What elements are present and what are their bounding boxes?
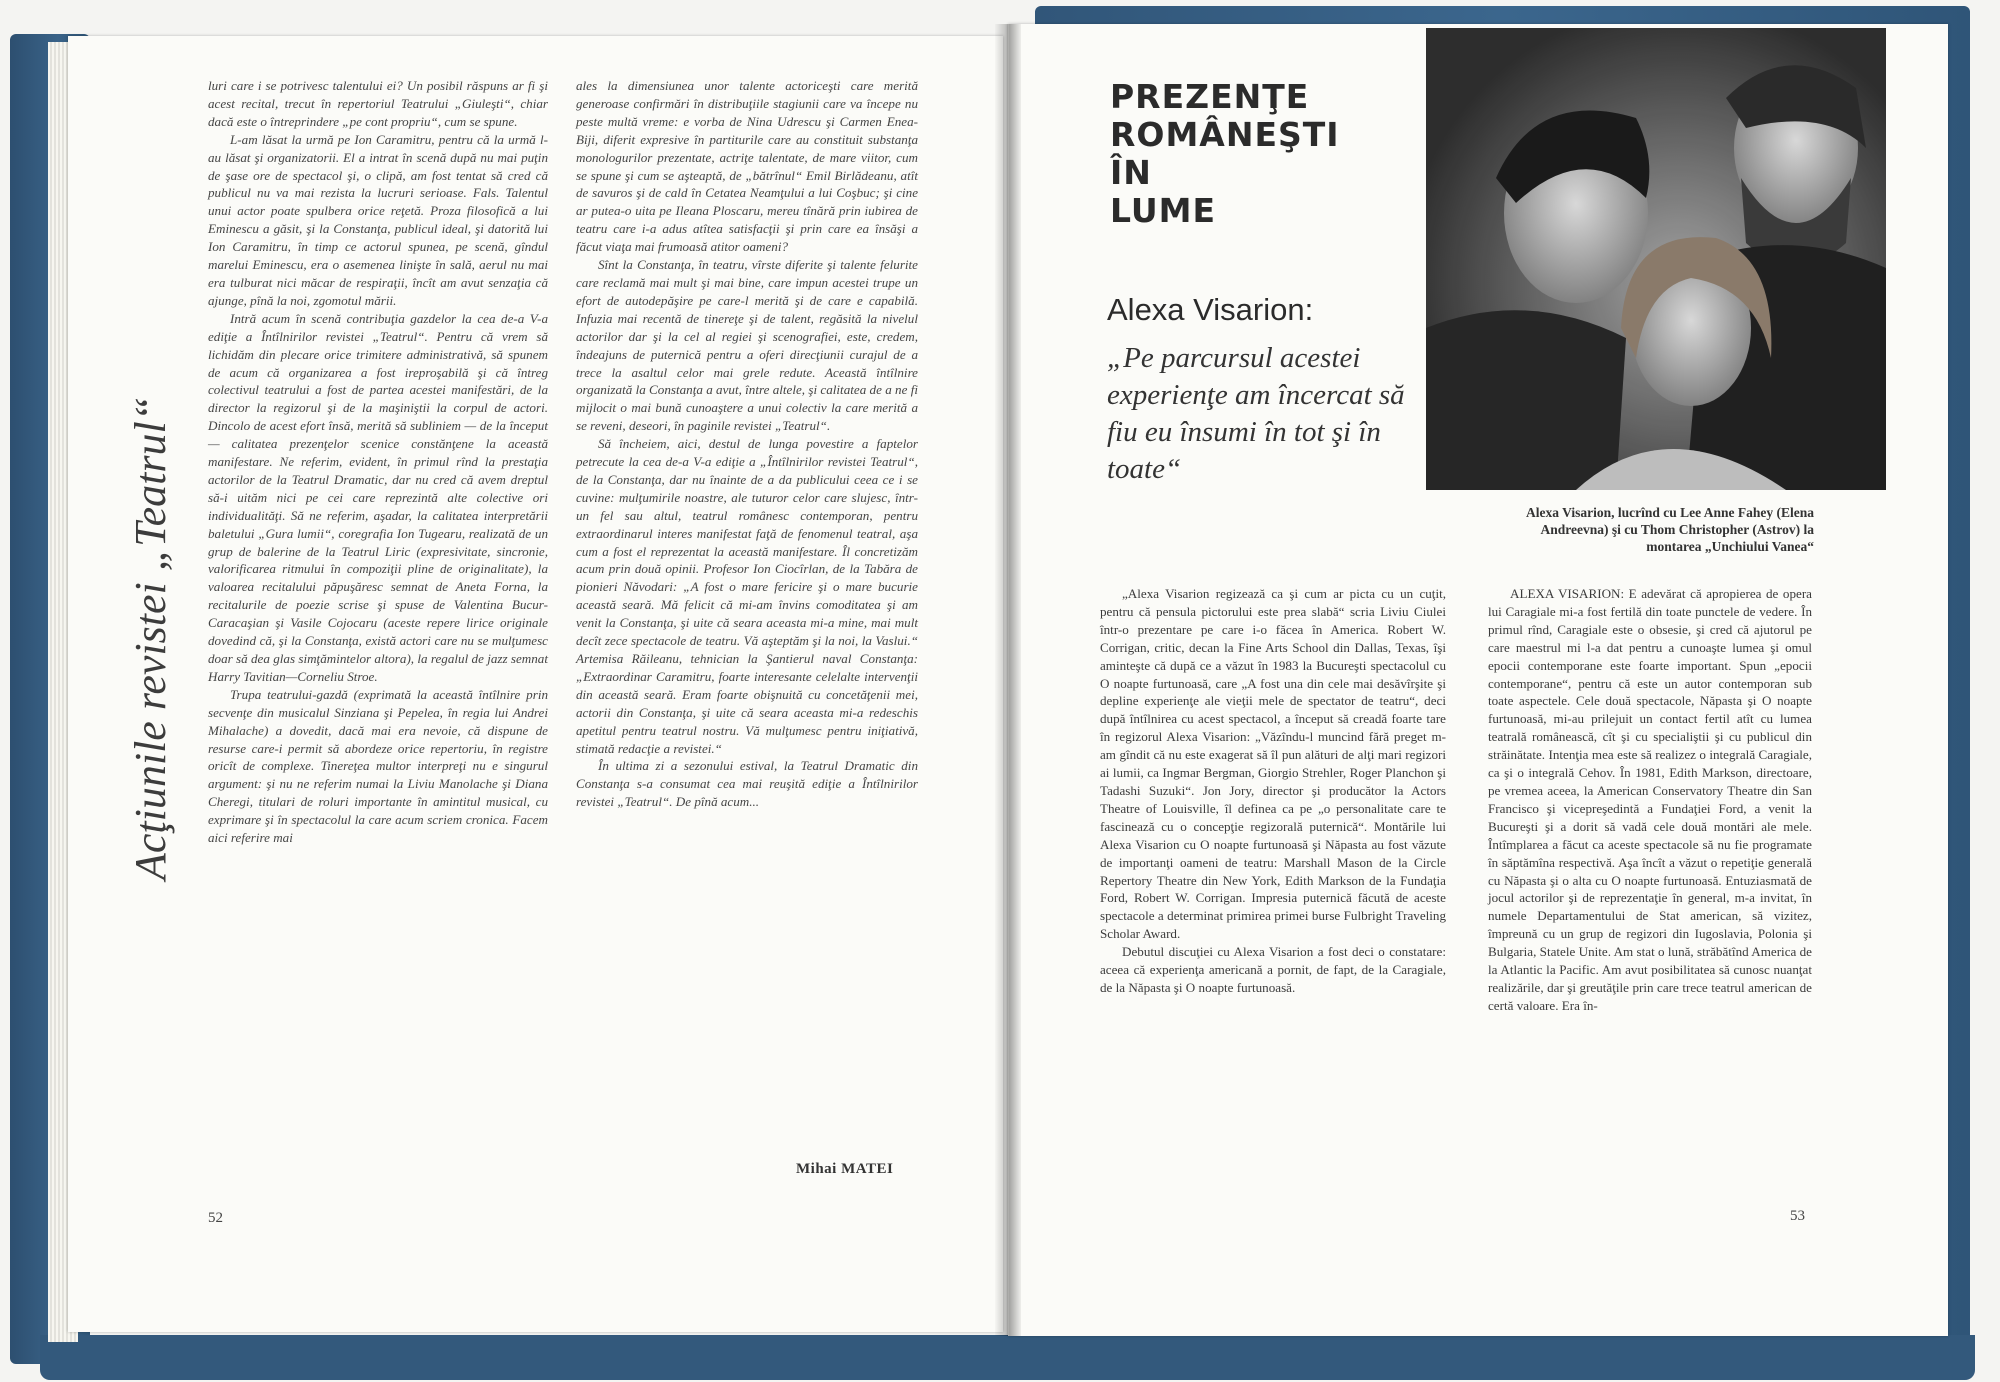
paragraph: Debutul discuţiei cu Alexa Visarion a fost deci o constatare: aceea că experienţa americană a pornit, de fapt, de la Caragiale, de la Năpasta şi O noapte furtunoasă.	[1100, 944, 1446, 995]
interviewee-name: Alexa Visarion:	[1107, 292, 1314, 327]
paragraph: luri care i se potrivesc talentului ei? Un posibil răspuns ar fi şi acest recital, trecut în repertoriul Teatrului „Giuleşti“, chiar dacă este o întreprindere „pe cont propriu“, cum se spune.	[208, 78, 548, 129]
book-gutter	[995, 24, 1021, 1336]
left-column-2	[576, 77, 918, 811]
left-column-1	[208, 77, 548, 847]
paragraph: ales la dimensiunea unor talente actoriceşti care merită generoase confirmări în distribuţiile stagiunii care va începe nu peste multă vreme: e vorba de Nina Udrescu şi Carmen Enea-Biji, diferit expresive în partiturile care au constituit substanţa monologurilor prezentate, actriţe talentate, de mare viitor, cum se spune şi cum se aşteaptă, de „bătrînul“ Emil Birlădeanu, atît de savuros şi de cald în Cetatea Neamţului a lui Coşbuc; şi cine ar putea-o uita pe Ileana Ploscaru, mereu tînără prin iubirea de teatru care i-a adus atîtea satisfacţii şi prin care ea însăşi a făcut viaţa mai frumoasă atitor oameni?	[576, 78, 918, 255]
headline-line: PREZENŢE	[1110, 77, 1310, 116]
author-signature: Mihai MATEI	[796, 1161, 894, 1177]
right-column-2	[1488, 585, 1812, 1015]
article-photo	[1426, 28, 1886, 490]
photo-illustration	[1426, 28, 1886, 490]
paragraph: „Alexa Visarion regizează ca şi cum ar picta cu un cuţit, pentru că pensula pictorului este prea slabă“ scria Liviu Ciulei într-o prezentare pe care i-o făcea în America. Robert W. Corrigan, critic, decan la Fine Arts School din Dallas, Texas, îşi aminteşte că după ce a văzut în 1983 la Bucureşti spectacolul cu O noapte furtunoasă, care „A fost una din cele mai desăvîrşite şi depline experienţe ale vieţii mele de spectator de teatru“, deci după întîlnirea cu acest spectacol, a început să creadă foarte tare în regizorul Alexa Visarion: „Văzîndu-l muncind fără preget m-am gîndit că nu este exagerat să îl pun alături de alţi mari regizori ai lumii, ca Ingmar Bergman, Giorgio Strehler, Roger Planchon şi Tadashi Suzuki“. Jon Jory, director şi producător la Actors Theatre of Louisville, îl defineа ca pe „o personalitate care te fascinează cu o concepţie regizorală puternică“. Montările lui Alexa Visarion cu O noapte furtunoasă şi Năpasta au fost văzute de importanţi oameni de teatru: Marshall Mason de la Circle Repertory Theatre din New York, Edith Markson de la Fundaţia Ford, Robert W. Corrigan. Impresia puternică făcută de aceste spectacole a determinat primirea primei burse Fulbright Traveling Scholar Award.	[1100, 586, 1446, 942]
book-cover-bottom	[40, 1335, 1975, 1380]
paragraph: Intră acum în scenă contribuţia gazdelor la cea de-a V-a ediţie a Întîlnirilor revistei „Teatrul“. Pentru că vrem să lichidăm din plecare orice trimitere administrativă, să spunem de acum că organizarea a fost ireproşabilă şi că întreg colectivul teatrului a fost de partea acestei manifestări, de la director la regizorul şi de la maşiniştii la corpul de actori. Dincolo de acest efort însă, merită să subliniem — de la început — calitatea prezenţelor scenice constănţene la această manifestare. Ne referim, evident, în primul rînd la prestaţia actorilor de la Teatrul Dramatic, dar nu cred că avem dreptul să-i uităm nici pe cei care reprezintă alte colective ori individualităţi. Să ne referim, aşadar, la calitatea interpretării baletului „Gura lumii“, coregrafia Ion Tugearu, realizată de un grup de balerine de la Teatrul Liric (expresivitate, sincronie, valorificarea ritmului în compoziţii pline de originalitate), la valoarea recitalului păpuşăresc semnat de Aneta Forna, la recitalurile de poezie scrise şi spuse de Valentina Bucur-Caracaşian şi Vasile Cojocaru (aceste repere lirice originale dovedind că, şi la Constanţa, există actori care nu se mulţumesc doar să dea glas simţămintelor altora), la regalul de jazz semnat Harry Tavitian—Corneliu Stroe.	[208, 310, 548, 684]
headline-line: ÎN	[1110, 153, 1152, 192]
vertical-section-title: Acţiunile revistei „Teatrul“	[126, 396, 175, 880]
page-number-left: 52	[208, 1210, 223, 1226]
paragraph: În ultima zi a sezonului estival, la Teatrul Dramatic din Constanţa s-a consumat cea mai reuşită ediţie a Întîlnirilor revistei „Teatrul“. De pînă acum...	[576, 758, 918, 810]
paragraph: L-am lăsat la urmă pe Ion Caramitru, pentru că la urmă l-au lăsat şi organizatorii. El a intrat în scenă după nu mai puţin de şase ore de spectacol şi, o clipă, am fost tentat să cred că publicul nu va mai rezista la lucruri serioase. Fals. Talentul unui actor poate spulbera orice reţetă. Proza filosofică a lui Eminescu a găsit, şi la Constanţa, publicul ideal, şi datorită lui Ion Caramitru, în timp ce actorul spunea, pe scenă, gîndul marelui Eminescu, era o asemenea linişte în sală, aerul nu mai era tulburat nici măcar de respiraţii, încît am avut senzaţia că ajunge, pînă la noi, zgomotul mării.	[208, 131, 548, 308]
paragraph: ALEXA VISARION: E adevărat că apropierea de opera lui Caragiale mi-a fost fertilă din toate punctele de vedere. În primul rînd, Caragiale este o obsesie, şi cred că ajutorul pe care maestrul mi l-a dat pentru a cunoaşte lumea şi omul epocii contemporane este foarte important. Spun „epocii contemporane“, pentru că este un autor contemporan sub toate aspectele. Cele două spectacole, Năpasta şi O noapte furtunoasă, mi-au prilejuit un contact fertil atît cu lumea teatrală românească, cît şi cu specialiştii şi cu publicul din străinătate. Intenţia mea este să realizez o integrală Caragiale, ca şi o integrală Cehov. În 1981, Edith Markson, directoare, pe vremea aceea, la American Conservatory Theatre din San Francisco şi vicepreşedintă a Fundaţiei Ford, a venit la Bucureşti şi a dorit să vadă cele două montări ale mele. Întîmplarea a făcut ca aceste spectacole să nu fie programate în săptămîna respectivă. Aşa încît a văzut o repetiţie generală cu Năpasta şi o alta cu O noapte furtunoasă. Entuziasmată de jocul actorilor şi de reprezentaţie în general, m-a invitat, în numele Departamentului de Stat american, să vizitez, împreună cu un grup de regizori din Iugoslavia, Polonia şi Bulgaria, Statele Unite. Am stat o lună, străbătînd America de la Atlantic la Pacific. Am avut posibilitatea să cunosc nuanţat realizările, dar şi greutăţile prin care trece teatrul american de certă valoare. Era în-	[1488, 586, 1812, 1013]
paragraph: Trupa teatrului-gazdă (exprimată la această întîlnire prin secvenţe din musicalul Sinziana şi Pepelea, în regia lui Andrei Mihalache) a dovedit, dacă mai era nevoie, că dispune de resurse care-i permit să abordeze orice repertoriu, în registre oricît de complexe. Tinereţea multor interpreţi nu e singurul argument: şi nu ne referim numai la Liviu Manolache şi Diana Cheregi, titulari de roluri importante în amintitul musical, cu exprimare şi în spectacolul la care acum scriem cronica. Facem aici referire mai	[208, 686, 548, 846]
right-column-1	[1100, 585, 1446, 997]
paragraph: Sînt la Constanţa, în teatru, vîrste diferite şi talente felurite care reclamă mai mult şi mai bine, care impun acestei trupe un efort de autodepăşire pe care-l merită şi de care e capabilă. Infuzia mai recentă de tinereţe şi de talent, regăsită la nivelul actorilor dar şi la cel al regiei şi scenografiei, este, credem, îndeajuns de puternică pentru a oferi direcţiunii curajul de a trece la asaltul celor mai grele redute. Această întîlnire organizată la Constanţa a avut, între altele, şi calitatea de a ne fi mijlocit o mai bună cunoaştere a unui colectiv la care merită a se reveni, deseori, în paginile revistei „Teatrul“.	[576, 257, 918, 434]
headline-line: ROMÂNEŞTI	[1110, 115, 1340, 154]
pull-quote: „Pe parcursul acestei experienţe am încercat să fiu eu însumi în tot şi în toate“	[1107, 342, 1405, 485]
headline-line: LUME	[1110, 191, 1217, 230]
article-headline	[1110, 78, 1340, 230]
photo-caption: Alexa Visarion, lucrînd cu Lee Anne Fahey (Elena Andreevna) şi cu Thom Christopher (Astrov) la montarea „Unchiului Vanea“	[1525, 505, 1814, 554]
paragraph: Să încheiem, aici, destul de lunga povestire a faptelor petrecute la cea de-a V-a ediţie a „Întîlnirilor revistei Teatrul“, de la Constanţa, dar nu înainte de a da publicului ceea ce i se cuvine: mulţumirile noastre, ale tuturor celor care slujesc, într-un fel sau altul, teatrul românesc contemporan, pentru extraordinarul interes manifestat faţă de fenomenul teatral, aşa cum a fost el reprezentat la această manifestare. Îl concretizăm acum prin două opinii. Profesor Ion Ciocîrlan, de la Tabăra de pionieri Năvodari: „A fost o mare fericire şi o mare bucurie această seară. Mă felicit că mi-am învins comoditatea şi am venit la Constanţa, şi uite că seara aceasta mi-a mine, mai mult decît zece spectacole de teatru. Vă aşteptăm şi la noi, la Vaslui.“ Artemisa Răileanu, tehnician la Şantierul naval Constanţa: „Extraordinar Caramitru, foarte interesante celelalte intervenţii din această seară. Eram foarte obişnuită cu concetăţenii mei, actorii din Constanţa, şi uite că seara aceasta mi-a redeschis apetitul pentru teatrul nostru. Vă mulţumesc pentru iniţiativă, stimată redacţie a revistei.“	[576, 436, 918, 756]
page-number-right: 53	[1790, 1208, 1805, 1224]
